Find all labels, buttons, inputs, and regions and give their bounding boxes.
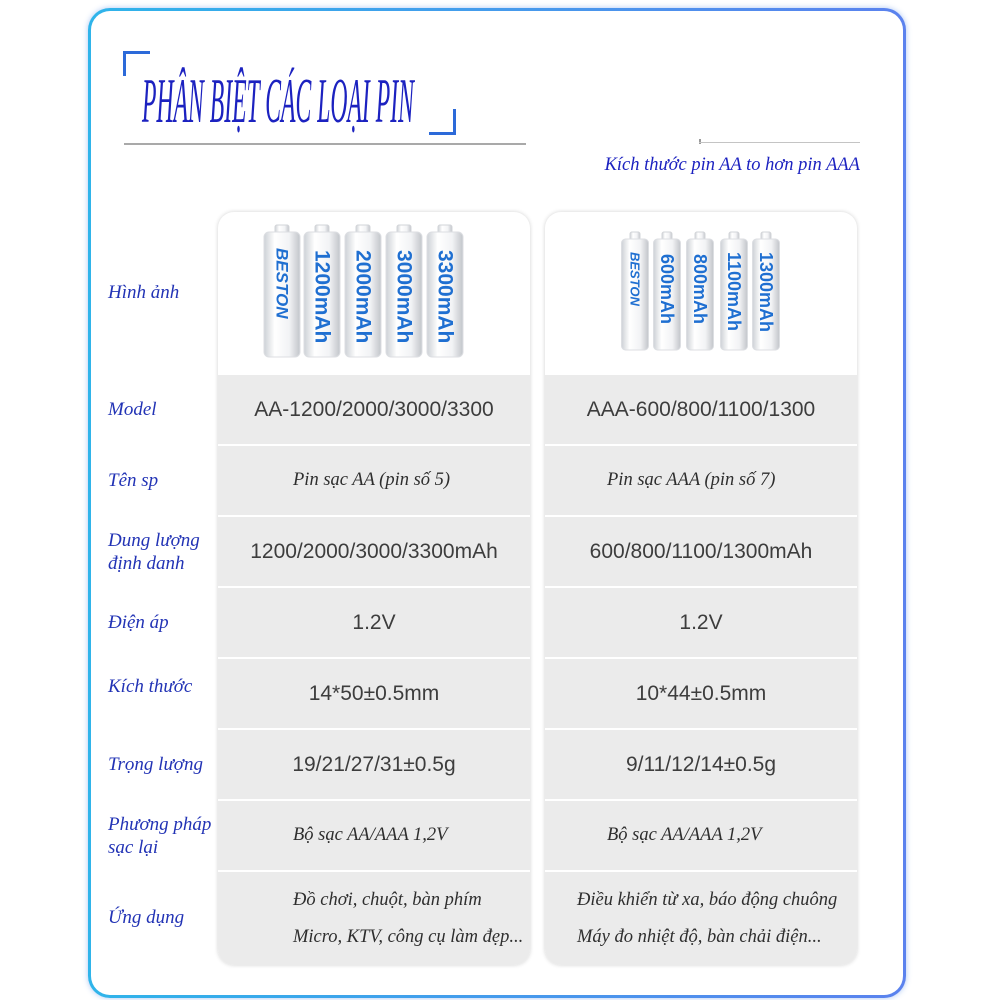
aaa-charging-value: Bộ sạc AA/AAA 1,2V [607,825,762,845]
title-bracket-bottom-right [429,109,456,135]
aaa-weight-cell [545,730,857,799]
battery-aaa-4 [721,232,748,350]
aa-charging-cell [218,801,530,870]
aa-voltage-value: 1.2V [352,610,396,634]
aaa-application-cell [545,872,857,965]
aaa-batteries-illustration [545,212,857,373]
battery-aa-5 [427,225,463,357]
battery-label: 600mAh [657,254,677,325]
aa-application-line-1: Đồ chơi, chuột, bàn phím [293,889,482,910]
aaa-voltage-cell [545,588,857,657]
subtitle-divider [699,142,860,143]
aaa-application-line-2: Máy đo nhiệt độ, bàn chải điện... [577,926,822,947]
aa-image-cell [218,212,530,373]
battery-aa-2 [304,225,340,357]
aaa-name-cell [545,446,857,515]
row-label-size [108,659,216,714]
row-label-voltage [108,588,216,657]
aa-application-line-2: Micro, KTV, công cụ làm đẹp... [293,926,524,947]
row-label-text: Model [108,399,157,420]
battery-aaa-3 [687,232,714,350]
battery-aaa-1 [622,232,649,350]
aaa-capacity-cell [545,517,857,586]
aa-capacity-cell [218,517,530,586]
row-label-text-line-1: Dung lượng [108,529,200,551]
row-label-application [108,872,216,962]
row-label-image [108,212,216,373]
battery-aa-1 [264,225,300,357]
battery-label: 800mAh [690,254,710,325]
row-label-text: Ứng dụng [108,906,185,928]
row-label-text-line-2: sạc lại [108,836,159,858]
row-label-text: Kích thước [108,676,193,697]
aa-name-value: Pin sạc AA (pin số 5) [293,470,451,490]
row-label-text: Trọng lượng [108,754,203,775]
aaa-column-card [545,212,857,965]
aa-application-cell [218,872,530,965]
aa-name-cell [218,446,530,515]
aa-voltage-cell [218,588,530,657]
aa-batteries-illustration [218,212,530,373]
row-label-name [108,446,216,515]
row-label-text: Tên sp [108,470,159,491]
aa-weight-value: 19/21/27/31±0.5g [292,752,456,776]
aa-size-cell [218,659,530,728]
aaa-voltage-value: 1.2V [679,610,723,634]
battery-aa-3 [345,225,381,357]
battery-label: 2000mAh [351,250,375,344]
aa-column-card [218,212,530,965]
aa-charging-value: Bộ sạc AA/AAA 1,2V [293,825,448,845]
battery-label: 1300mAh [756,252,776,333]
row-label-text-line-2: định danh [108,552,185,574]
aa-capacity-value: 1200/2000/3000/3300mAh [250,539,498,563]
aaa-image-cell [545,212,857,373]
aaa-name-value: Pin sạc AAA (pin số 7) [607,470,776,490]
page-title: PHÂN BIỆT CÁC LOẠI PIN [142,65,414,136]
row-label-text-line-1: Phương pháp [108,813,212,835]
row-label-capacity [108,517,216,586]
battery-label: BESTON [272,248,292,319]
aaa-size-cell [545,659,857,728]
battery-aaa-2 [654,232,681,350]
row-label-charging [108,801,216,870]
aaa-model-value: AAA-600/800/1100/1300 [586,397,816,421]
row-label-weight [108,730,216,799]
aa-weight-cell [218,730,530,799]
row-label-model [108,375,216,444]
aa-size-value: 14*50±0.5mm [308,681,440,705]
aaa-model-cell [545,375,857,444]
row-label-text: Hình ảnh [108,282,180,303]
battery-label: 3300mAh [433,250,457,344]
battery-label: 3000mAh [392,250,416,344]
title-divider [124,143,526,145]
battery-label: 1100mAh [724,252,744,332]
aaa-charging-cell [545,801,857,870]
aa-model-value: AA-1200/2000/3000/3300 [254,397,494,421]
subtitle: Kích thước pin AA to hơn pin AAA [604,155,860,175]
aa-model-cell [218,375,530,444]
aaa-weight-value: 9/11/12/14±0.5g [625,752,777,776]
aaa-capacity-value: 600/800/1100/1300mAh [589,539,813,563]
battery-label: 1200mAh [310,250,334,344]
aaa-application-line-1: Điều khiển từ xa, báo động chuông [577,889,838,910]
battery-aa-4 [386,225,422,357]
row-label-text: Điện áp [108,612,169,633]
battery-aaa-5 [753,232,780,350]
battery-label: BESTON [627,252,643,306]
aaa-size-value: 10*44±0.5mm [635,681,767,705]
